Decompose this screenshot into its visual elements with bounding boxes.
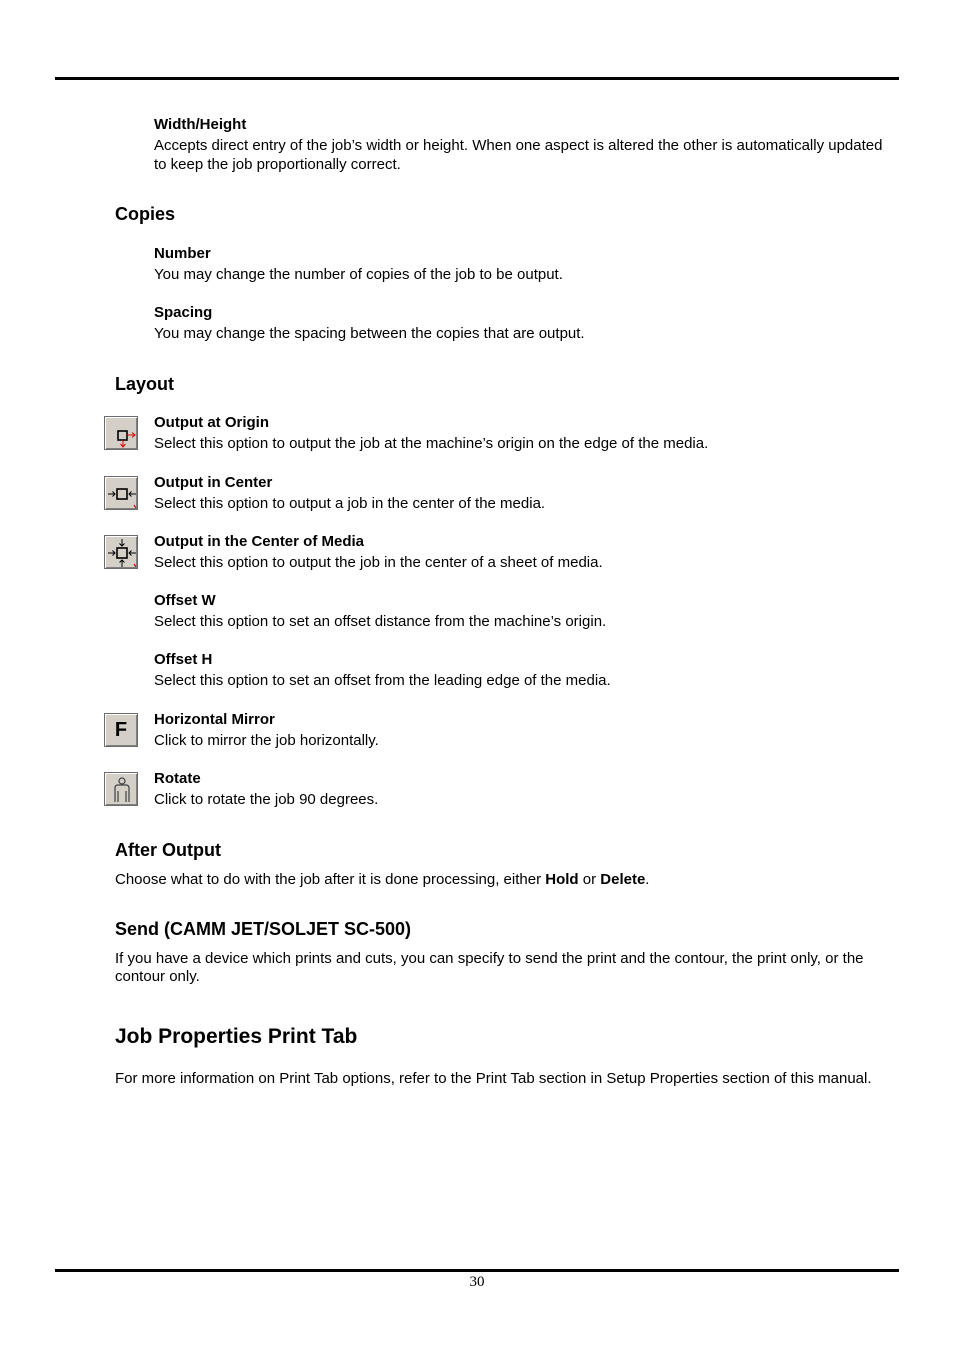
rotate-term: Rotate — [154, 770, 201, 787]
output-origin-entry — [154, 414, 884, 453]
after-output-or: or — [578, 871, 601, 888]
offset-w-entry — [154, 592, 884, 631]
page-number: 30 — [469, 1274, 485, 1290]
offset-w-term: Offset W — [154, 592, 216, 609]
footer-rule — [55, 1269, 899, 1272]
number-term: Number — [154, 245, 211, 262]
width-height-term: Width/Height — [154, 116, 247, 133]
horizontal-mirror-desc: Click to mirror the job horizontally. — [154, 732, 379, 749]
spacing-entry — [154, 304, 884, 343]
output-center-media-entry — [154, 533, 884, 572]
offset-h-term: Offset H — [154, 651, 213, 668]
output-center-media-term: Output in the Center of Media — [154, 533, 364, 550]
copies-heading: Copies — [115, 204, 176, 224]
print-tab-heading: Job Properties Print Tab — [115, 1025, 358, 1048]
output-center-media-icon[interactable] — [104, 535, 138, 569]
offset-h-entry — [154, 651, 884, 690]
horizontal-mirror-term: Horizontal Mirror — [154, 711, 275, 728]
output-center-media-desc: Select this option to output the job in the center of a sheet of media. — [154, 554, 603, 571]
number-entry — [154, 245, 884, 284]
output-origin-icon[interactable] — [104, 416, 138, 450]
offset-w-desc: Select this option to set an offset distance from the machine’s origin. — [154, 613, 607, 630]
print-tab-text: For more information on Print Tab options, refer to the Print Tab section in Setup Properties section of this manual. — [115, 1070, 872, 1087]
spacing-desc: You may change the spacing between the copies that are output. — [154, 325, 585, 342]
rotate-icon[interactable] — [104, 772, 138, 806]
width-height-desc: Accepts direct entry of the job’s width or height. When one aspect is altered the other is automatically updated to keep the job proportionally correct. — [154, 137, 883, 173]
output-origin-desc: Select this option to output the job at the machine’s origin on the edge of the media. — [154, 435, 709, 452]
number-desc: You may change the number of copies of the job to be output. — [154, 266, 563, 283]
mirror-icon-glyph: F — [114, 719, 128, 741]
output-center-term: Output in Center — [154, 474, 273, 491]
send-text: If you have a device which prints and cuts, you can specify to send the print and the contour, the print only, or the contour only. — [115, 950, 864, 985]
after-output-period: . — [645, 871, 650, 888]
output-center-icon[interactable] — [104, 476, 138, 510]
offset-h-desc: Select this option to set an offset from the leading edge of the media. — [154, 672, 611, 689]
rotate-entry — [154, 770, 884, 809]
spacing-term: Spacing — [154, 304, 213, 321]
layout-heading: Layout — [115, 374, 175, 394]
rotate-desc: Click to rotate the job 90 degrees. — [154, 791, 379, 808]
mirror-icon[interactable] — [104, 713, 138, 747]
after-output-heading: After Output — [115, 840, 221, 860]
output-origin-term: Output at Origin — [154, 414, 269, 431]
output-center-desc: Select this option to output a job in the center of the media. — [154, 495, 546, 512]
after-output-text — [115, 871, 895, 889]
hold-option: Hold — [545, 871, 579, 888]
after-output-text-before: Choose what to do with the job after it is done processing, either — [115, 871, 546, 888]
send-heading: Send (CAMM JET/SOLJET SC-500) — [115, 919, 412, 939]
header-rule — [55, 77, 899, 80]
output-center-entry — [154, 474, 884, 513]
delete-option: Delete — [600, 871, 646, 888]
width-height-entry — [154, 116, 884, 174]
horizontal-mirror-entry — [154, 711, 884, 750]
